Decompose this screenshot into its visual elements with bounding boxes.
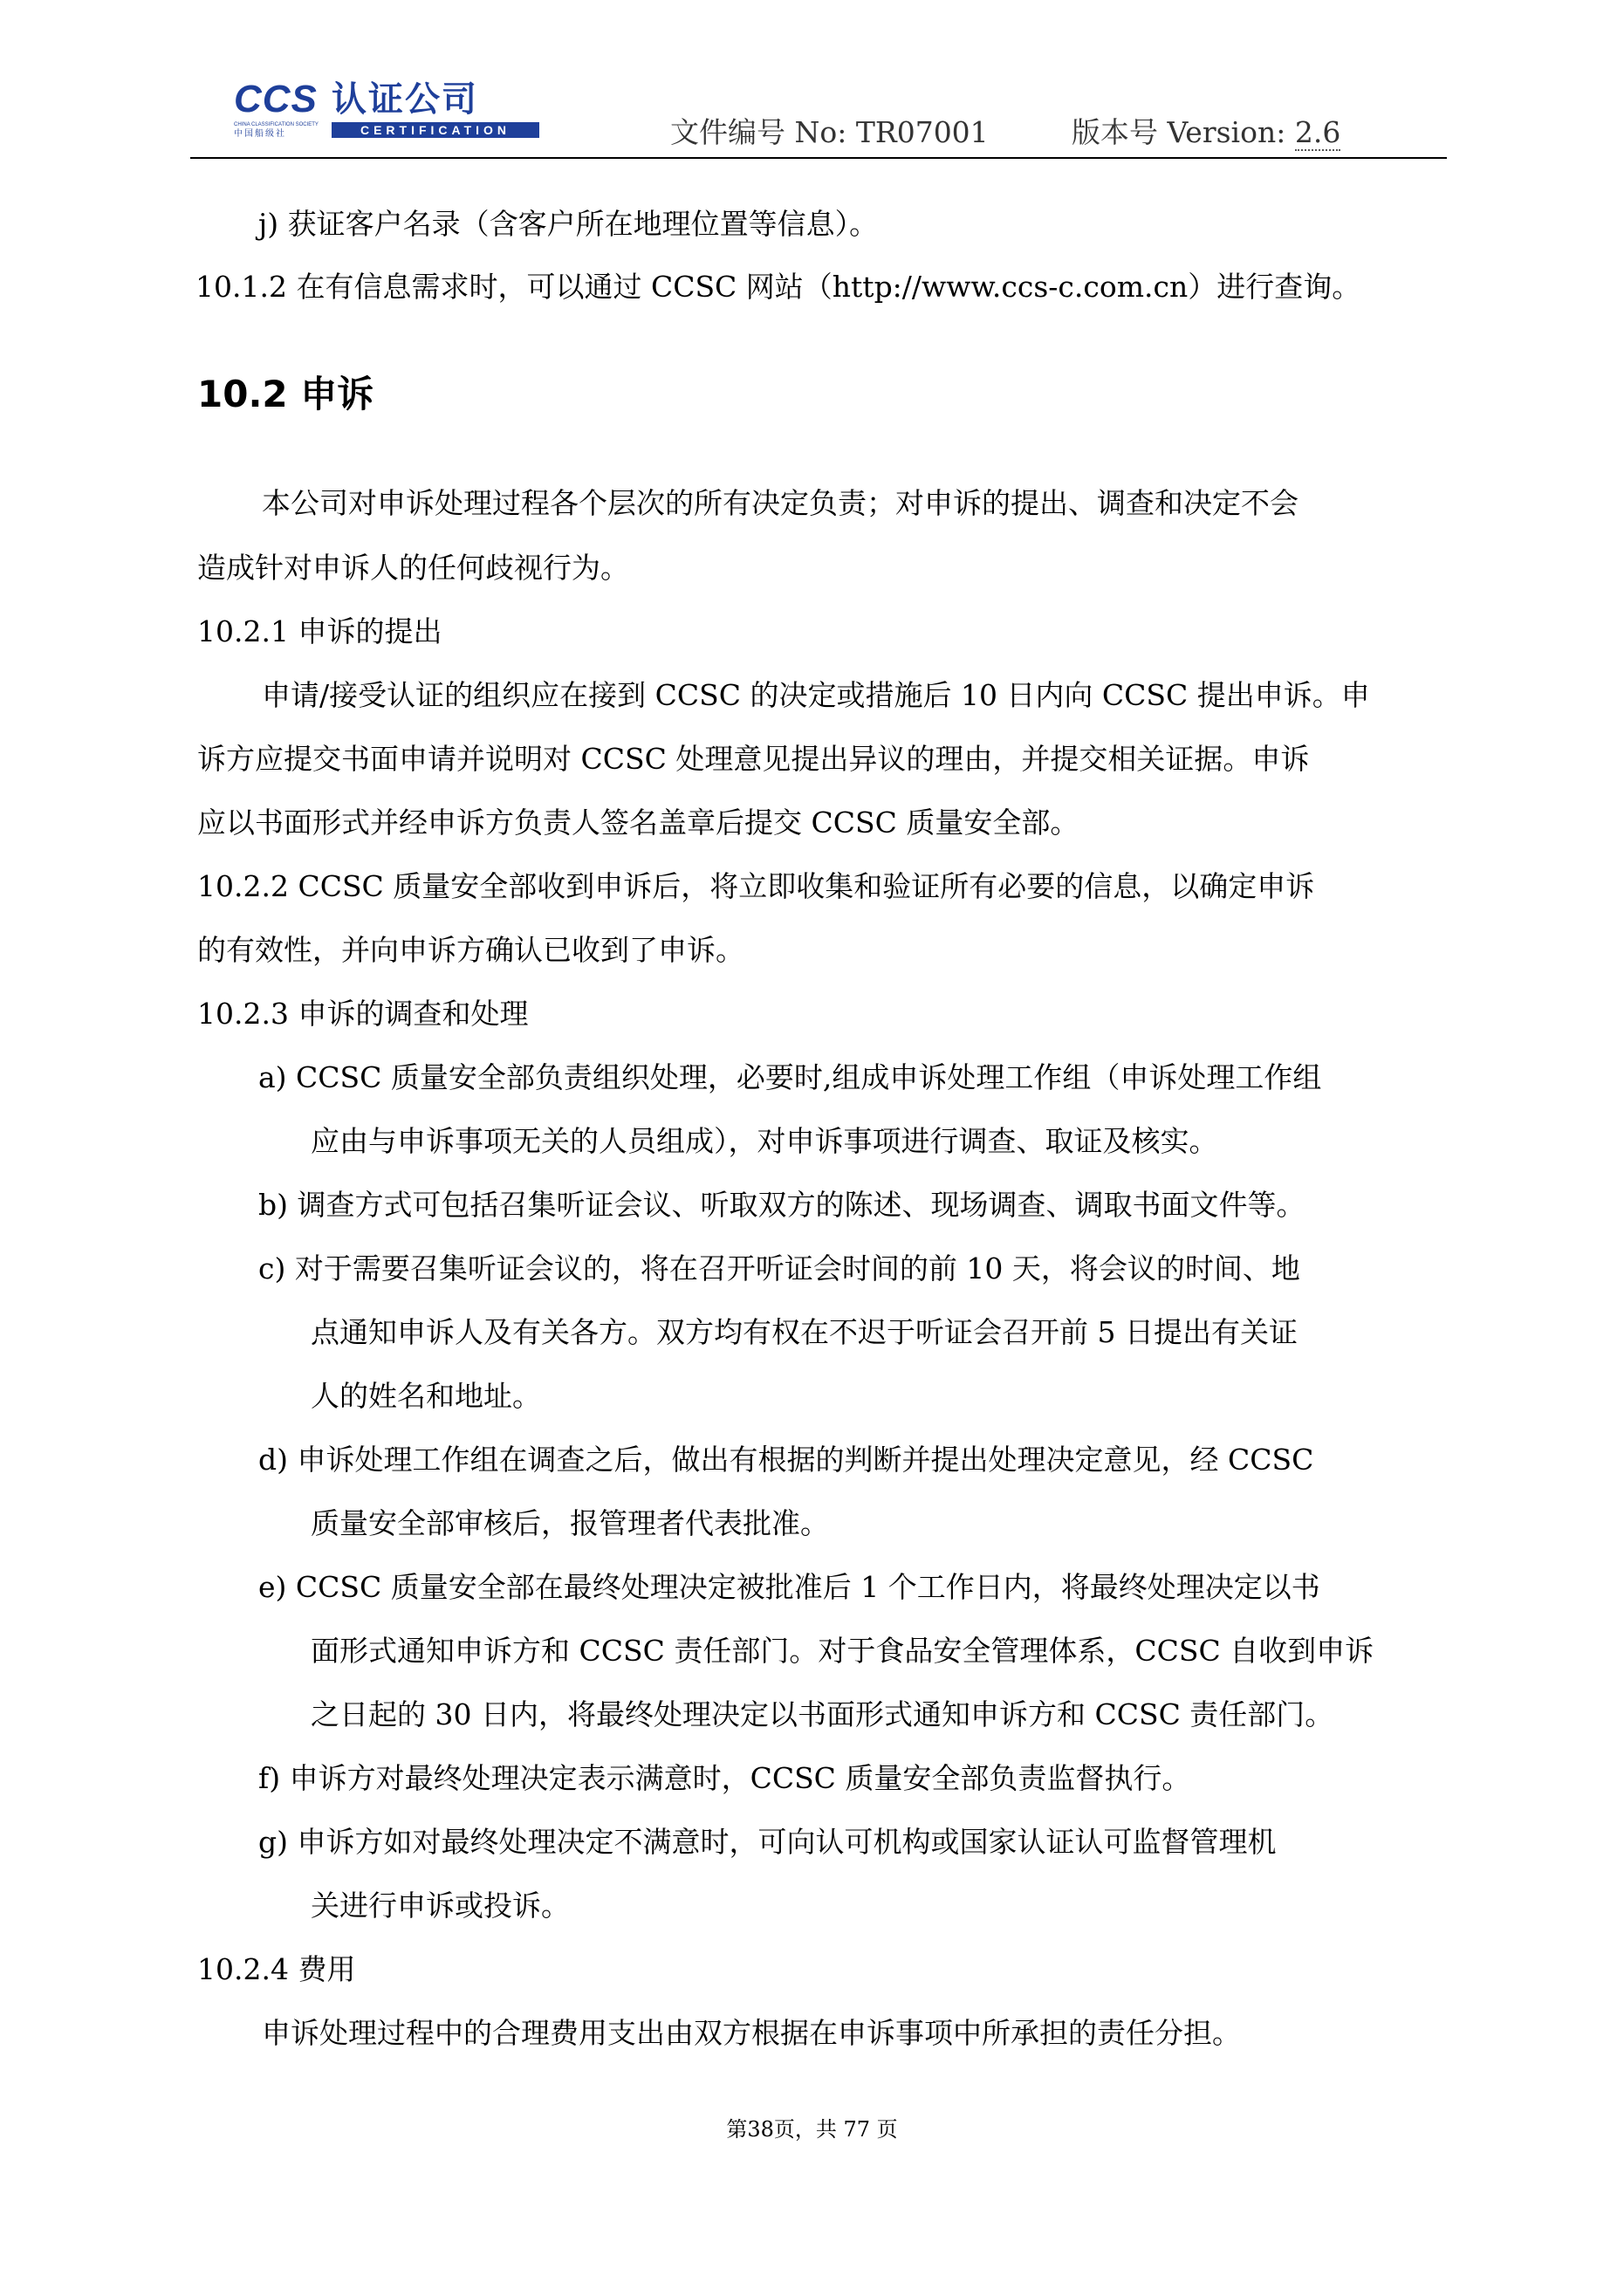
list-item-c-line-1: c) 对于需要召集听证会议的，将在召开听证会时间的前 10 天，将会议的时间、地 — [258, 1251, 1300, 1285]
version-number: 2.6 — [1294, 115, 1341, 149]
logo-ccs-text: CCS — [234, 78, 318, 120]
list-item-g-line-1: g) 申诉方如对最终处理决定不满意时，可向认可机构或国家认证认可监督管理机 — [258, 1825, 1277, 1859]
list-item-d-line-1: d) 申诉处理工作组在调查之后，做出有根据的判断并提出处理决定意见，经 CCSC — [258, 1443, 1314, 1477]
intro-line-1: 本公司对申诉处理过程各个层次的所有决定负责；对申诉的提出、调查和决定不会 — [262, 486, 1299, 520]
paragraph-10-2-1-line-1: 申请/接受认证的组织应在接到 CCSC 的决定或措施后 10 日内向 CCSC 提出申诉。申 — [262, 678, 1370, 712]
header-divider — [190, 157, 1447, 159]
version-label — [1072, 115, 1340, 150]
heading-10-2-3: 10.2.3 申诉的调查和处理 — [197, 997, 529, 1031]
heading-10-2-1: 10.2.1 申诉的提出 — [197, 614, 442, 648]
ccs-certification-logo — [234, 80, 548, 141]
list-item-c-line-2: 点通知申诉人及有关各方。双方均有权在不迟于听证会召开前 5 日提出有关证 — [311, 1315, 1298, 1349]
paragraph-10-2-2-line-2: 的有效性，并向申诉方确认已收到了申诉。 — [197, 933, 744, 967]
list-item-g-line-2: 关进行申诉或投诉。 — [311, 1889, 570, 1923]
list-item-a-line-1: a) CCSC 质量安全部负责组织处理，必要时,组成申诉处理工作组（申诉处理工作组 — [258, 1060, 1322, 1094]
paragraph-10-2-4: 申诉处理过程中的合理费用支出由双方根据在申诉事项中所承担的责任分担。 — [262, 2016, 1241, 2050]
list-item-b: b) 调查方式可包括召集听证会议、听取双方的陈述、现场调查、调取书面文件等。 — [258, 1188, 1305, 1222]
page-number: 第38页，共 77 页 — [726, 2117, 898, 2142]
document-number: 文件编号 No: TR07001 — [670, 115, 989, 149]
paragraph-10-2-1-line-3: 应以书面形式并经申诉方负责人签名盖章后提交 CCSC 质量安全部。 — [197, 806, 1079, 840]
paragraph-10-2-1-line-2: 诉方应提交书面申请并说明对 CCSC 处理意见提出异议的理由，并提交相关证据。申诉 — [197, 742, 1310, 776]
list-item-a-line-2: 应由与申诉事项无关的人员组成），对申诉事项进行调查、取证及核实。 — [311, 1124, 1218, 1158]
heading-10-2-4: 10.2.4 费用 — [197, 1952, 356, 1986]
version-label-text: 版本号 Version: — [1072, 115, 1295, 149]
list-item-d-line-2: 质量安全部审核后，报管理者代表批准。 — [311, 1506, 829, 1540]
logo-cn-text: 认证公司 — [332, 79, 478, 120]
list-item-c-line-3: 人的姓名和地址。 — [311, 1379, 541, 1413]
paragraph-10-1-2: 10.1.2 在有信息需求时，可以通过 CCSC 网站（http://www.ccs-c.com.cn）进行查询。 — [195, 270, 1361, 304]
list-item-j: j) 获证客户名录（含客户所在地理位置等信息）。 — [258, 207, 879, 241]
section-title-10-2: 10.2 申诉 — [197, 373, 374, 415]
list-item-e-line-1: e) CCSC 质量安全部在最终处理决定被批准后 1 个工作日内，将最终处理决定以书 — [258, 1570, 1320, 1604]
list-item-e-line-3: 之日起的 30 日内，将最终处理决定以书面形式通知申诉方和 CCSC 责任部门。 — [311, 1697, 1334, 1731]
paragraph-10-2-2-line-1: 10.2.2 CCSC 质量安全部收到申诉后，将立即收集和验证所有必要的信息，以确定申诉 — [197, 869, 1315, 903]
logo-certification-bar: CERTIFICATION — [332, 122, 539, 138]
page-header — [190, 80, 1447, 164]
logo-society-cn: 中国船级社 — [234, 129, 286, 139]
list-item-f: f) 申诉方对最终处理决定表示满意时，CCSC 质量安全部负责监督执行。 — [258, 1761, 1191, 1795]
list-item-e-line-2: 面形式通知申诉方和 CCSC 责任部门。对于食品安全管理体系，CCSC 自收到申诉 — [311, 1634, 1374, 1668]
intro-line-2: 造成针对申诉人的任何歧视行为。 — [197, 551, 629, 585]
logo-society-en: CHINA CLASSIFICATION SOCIETY — [234, 122, 319, 127]
